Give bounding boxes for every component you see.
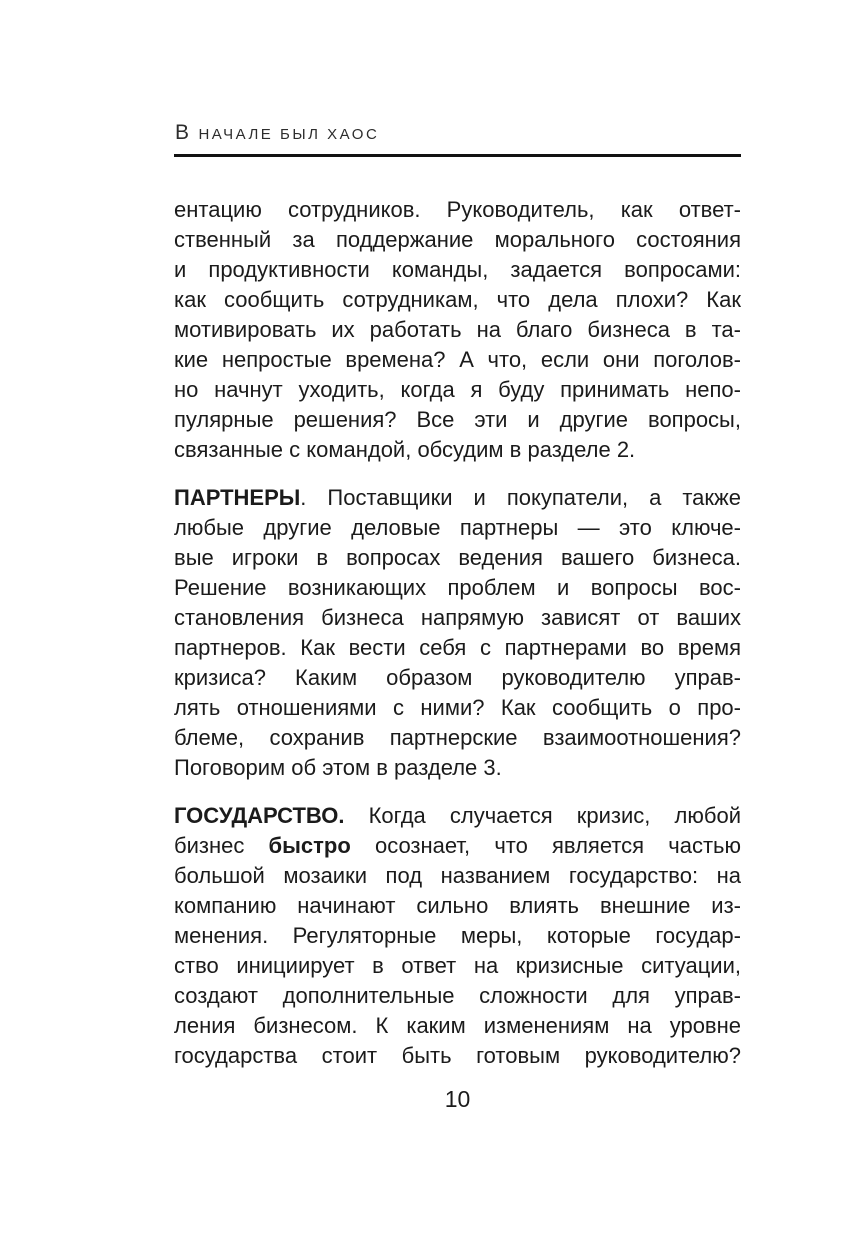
text-line [174, 543, 741, 573]
text-segment: кие непростые времена? А что, если они поголов- [174, 347, 741, 372]
bold-text-segment: быстро [268, 833, 351, 858]
running-header [175, 122, 742, 145]
text-segment: бизнес [174, 833, 269, 858]
text-segment: ентацию сотрудников. Руководитель, как ответ- [174, 197, 741, 222]
text-segment: ления бизнесом. К каким изменениям на уровне [174, 1013, 741, 1038]
text-segment: большой мозаики под названием государство: на [174, 863, 741, 888]
paragraph [174, 801, 741, 1071]
text-segment: лять отношениями с ними? Как сообщить о про- [174, 695, 741, 720]
text-segment: Когда случается кризис, любой [344, 803, 741, 828]
text-segment: Решение возникающих проблем и вопросы вос- [174, 575, 741, 600]
text-segment: осознает, что является частью [350, 833, 741, 858]
text-line [174, 285, 741, 315]
text-segment: любые другие деловые партнеры — это ключе- [174, 515, 741, 540]
text-line [174, 255, 741, 285]
text-line [174, 315, 741, 345]
text-line [174, 1011, 741, 1041]
page-number: 10 [444, 1086, 471, 1112]
text-segment: партнеров. Как вести себя с партнерами во время [174, 635, 741, 660]
text-line [174, 345, 741, 375]
text-segment: ственный за поддержание морального состояния [174, 227, 741, 252]
text-segment: вые игроки в вопросах ведения вашего бизнеса. [174, 545, 741, 570]
text-segment: менения. Регуляторные меры, которые государ- [174, 923, 741, 948]
text-line [174, 435, 741, 465]
text-segment: . Поставщики и покупатели, а также [300, 485, 741, 510]
text-line [174, 633, 741, 663]
text-line [174, 513, 741, 543]
paragraph [174, 195, 741, 465]
bold-text-segment: ГОСУДАРСТВО. [174, 803, 345, 828]
text-line [174, 801, 741, 831]
header-rule [174, 154, 741, 157]
text-segment: как сообщить сотрудникам, что дела плохи? Как [174, 287, 741, 312]
text-segment: связанные с командой, обсудим в разделе 2. [174, 437, 636, 462]
text-line [174, 981, 741, 1011]
text-line [174, 693, 741, 723]
text-segment: ство инициирует в ответ на кризисные ситуации, [174, 953, 741, 978]
text-segment: и продуктивности команды, задается вопросами: [174, 257, 741, 282]
text-line [174, 663, 741, 693]
running-header-title: НАЧАЛЕ БЫЛ ХАОС [198, 126, 380, 143]
text-line [174, 723, 741, 753]
text-segment: компанию начинают сильно влиять внешние из- [174, 893, 741, 918]
text-line [174, 753, 741, 783]
text-segment: создают дополнительные сложности для управ- [174, 983, 741, 1008]
text-line [174, 921, 741, 951]
text-segment: кризиса? Каким образом руководителю управ- [174, 665, 741, 690]
text-segment: пулярные решения? Все эти и другие вопросы, [174, 407, 741, 432]
bold-text-segment: ПАРТНЕРЫ [174, 485, 301, 510]
text-segment: но начнут уходить, когда я буду принимать непо- [174, 377, 741, 402]
running-header-initial: В [175, 121, 192, 144]
text-line [174, 375, 741, 405]
paragraph [174, 483, 741, 783]
text-line [174, 225, 741, 255]
text-segment: мотивировать их работать на благо бизнеса в та- [174, 317, 741, 342]
text-line [174, 951, 741, 981]
text-segment: блеме, сохранив партнерские взаимоотношения? [174, 725, 741, 750]
text-segment: государства стоит быть готовым руководителю? [174, 1043, 741, 1068]
text-segment: Поговорим об этом в разделе 3. [174, 755, 502, 780]
text-segment: становления бизнеса напрямую зависят от ваших [174, 605, 741, 630]
text-line [174, 195, 741, 225]
text-line [174, 483, 741, 513]
text-line [174, 405, 741, 435]
text-line [174, 603, 741, 633]
body-text [174, 195, 741, 1071]
text-line [174, 1041, 741, 1071]
text-line [174, 891, 741, 921]
text-line [174, 831, 741, 861]
text-line [174, 573, 741, 603]
text-line [174, 861, 741, 891]
